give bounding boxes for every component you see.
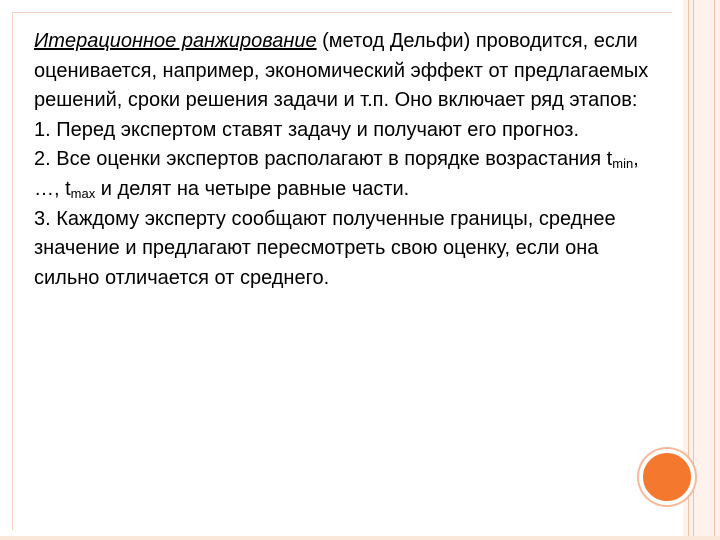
bottom-band — [0, 536, 720, 540]
subscript-min: min — [612, 156, 634, 172]
orange-circle-decoration — [639, 449, 695, 505]
method-term: Итерационное ранжирование — [34, 30, 317, 52]
intro-paragraph — [34, 27, 654, 116]
step-2-text-before: 2. Все оценки экспертов располагают в порядке возрастания t — [34, 148, 613, 171]
subscript-max: max — [70, 185, 96, 201]
step-2 — [34, 145, 654, 204]
decorative-line — [714, 0, 715, 540]
intro-line1-rest: (метод Дельфи) — [316, 30, 471, 52]
step-3: 3. Каждому эксперту сообщают полученные границы, среднее значение и предлагают пересмотреть свою оценку, если она сильно отличается от среднего. — [34, 207, 616, 289]
slide-text — [34, 27, 654, 293]
step-1: 1. Перед экспертом ставят задачу и получают его прогноз. — [34, 118, 580, 141]
step-2-text-after: и делят на четыре равные части. — [95, 177, 410, 200]
step-2-middle: , …, t — [34, 148, 639, 200]
intro-rest: проводится, если оценивается, например, экономический эффект от предлагаемых решений, сроки решения задачи и т.п. Оно включает ряд этапов: — [34, 30, 649, 112]
decorative-line — [693, 0, 694, 540]
